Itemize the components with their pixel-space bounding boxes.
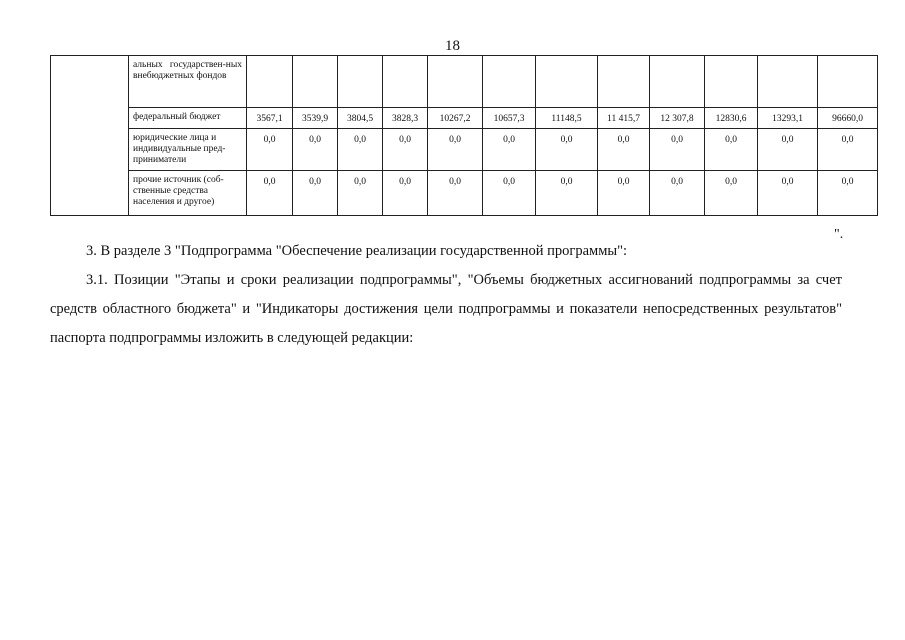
- paragraph-section-3: 3. В разделе 3 "Подпрограмма "Обеспечение реализации государственной программы":: [86, 243, 628, 259]
- table-cell: 0,0: [705, 129, 758, 171]
- table-cell: 0,0: [428, 129, 483, 171]
- closing-quote: ".: [834, 227, 844, 242]
- table-cell: [428, 56, 483, 108]
- table-cell: 0,0: [818, 171, 878, 216]
- table-row: [51, 108, 878, 129]
- table-cell: 0,0: [818, 129, 878, 171]
- table-cell: 12 307,8: [650, 108, 705, 129]
- table-cell: 3804,5: [338, 108, 383, 129]
- table-row: [51, 129, 878, 171]
- page-number: 18: [445, 38, 460, 54]
- table-cell: 11 415,7: [598, 108, 650, 129]
- table-cell: 3539,9: [293, 108, 338, 129]
- table-cell: 0,0: [293, 129, 338, 171]
- table-cell: 0,0: [758, 129, 818, 171]
- table-cell: [293, 56, 338, 108]
- table-cell: 0,0: [705, 171, 758, 216]
- merged-left-cell: [51, 56, 129, 216]
- table-cell: [818, 56, 878, 108]
- table-cell: [758, 56, 818, 108]
- table-cell: [705, 56, 758, 108]
- table-cell: 96660,0: [818, 108, 878, 129]
- table-cell: [338, 56, 383, 108]
- table-cell: 0,0: [383, 129, 428, 171]
- table-cell: 0,0: [483, 129, 536, 171]
- row-label: юридические лица и индивидуальные пред-приниматели: [129, 129, 247, 171]
- table-cell: 10267,2: [428, 108, 483, 129]
- table-cell: 0,0: [758, 171, 818, 216]
- table-row: [51, 56, 878, 108]
- row-label: федеральный бюджет: [129, 108, 247, 129]
- table-cell: 10657,3: [483, 108, 536, 129]
- table-cell: 13293,1: [758, 108, 818, 129]
- table-cell: 0,0: [338, 171, 383, 216]
- table-cell: 3567,1: [247, 108, 293, 129]
- paragraph-3-1: 3.1. Позиции "Этапы и сроки реализации подпрограммы", "Объемы бюджетных ассигнований подпрограммы за счет средств областного бюджета" и "Индикаторы достижения цели подпрограммы и показатели непосредственных результатов" паспорта подпрограммы изложить в следующей редакции:: [50, 272, 842, 346]
- table-cell: 0,0: [536, 171, 598, 216]
- table-cell: 0,0: [293, 171, 338, 216]
- table-cell: 0,0: [428, 171, 483, 216]
- table-row: [51, 171, 878, 216]
- table-cell: 3828,3: [383, 108, 428, 129]
- table-cell: 0,0: [650, 171, 705, 216]
- table-cell: 0,0: [338, 129, 383, 171]
- table-cell: [598, 56, 650, 108]
- table-cell: 0,0: [598, 129, 650, 171]
- table-cell: 12830,6: [705, 108, 758, 129]
- table-cell: 0,0: [483, 171, 536, 216]
- table-cell: 0,0: [247, 129, 293, 171]
- table-cell: [536, 56, 598, 108]
- table-cell: [383, 56, 428, 108]
- row-label: альных государствен-ных внебюджетных фондов: [129, 56, 247, 108]
- table-cell: 0,0: [536, 129, 598, 171]
- table-cell: 0,0: [598, 171, 650, 216]
- table-cell: 0,0: [247, 171, 293, 216]
- table-cell: 0,0: [383, 171, 428, 216]
- table-cell: 0,0: [650, 129, 705, 171]
- table-cell: [247, 56, 293, 108]
- table-cell: [483, 56, 536, 108]
- table-cell: [650, 56, 705, 108]
- table-cell: 11148,5: [536, 108, 598, 129]
- row-label: прочие источник (соб-ственные средства населения и другое): [129, 171, 247, 216]
- budget-table: [50, 55, 878, 216]
